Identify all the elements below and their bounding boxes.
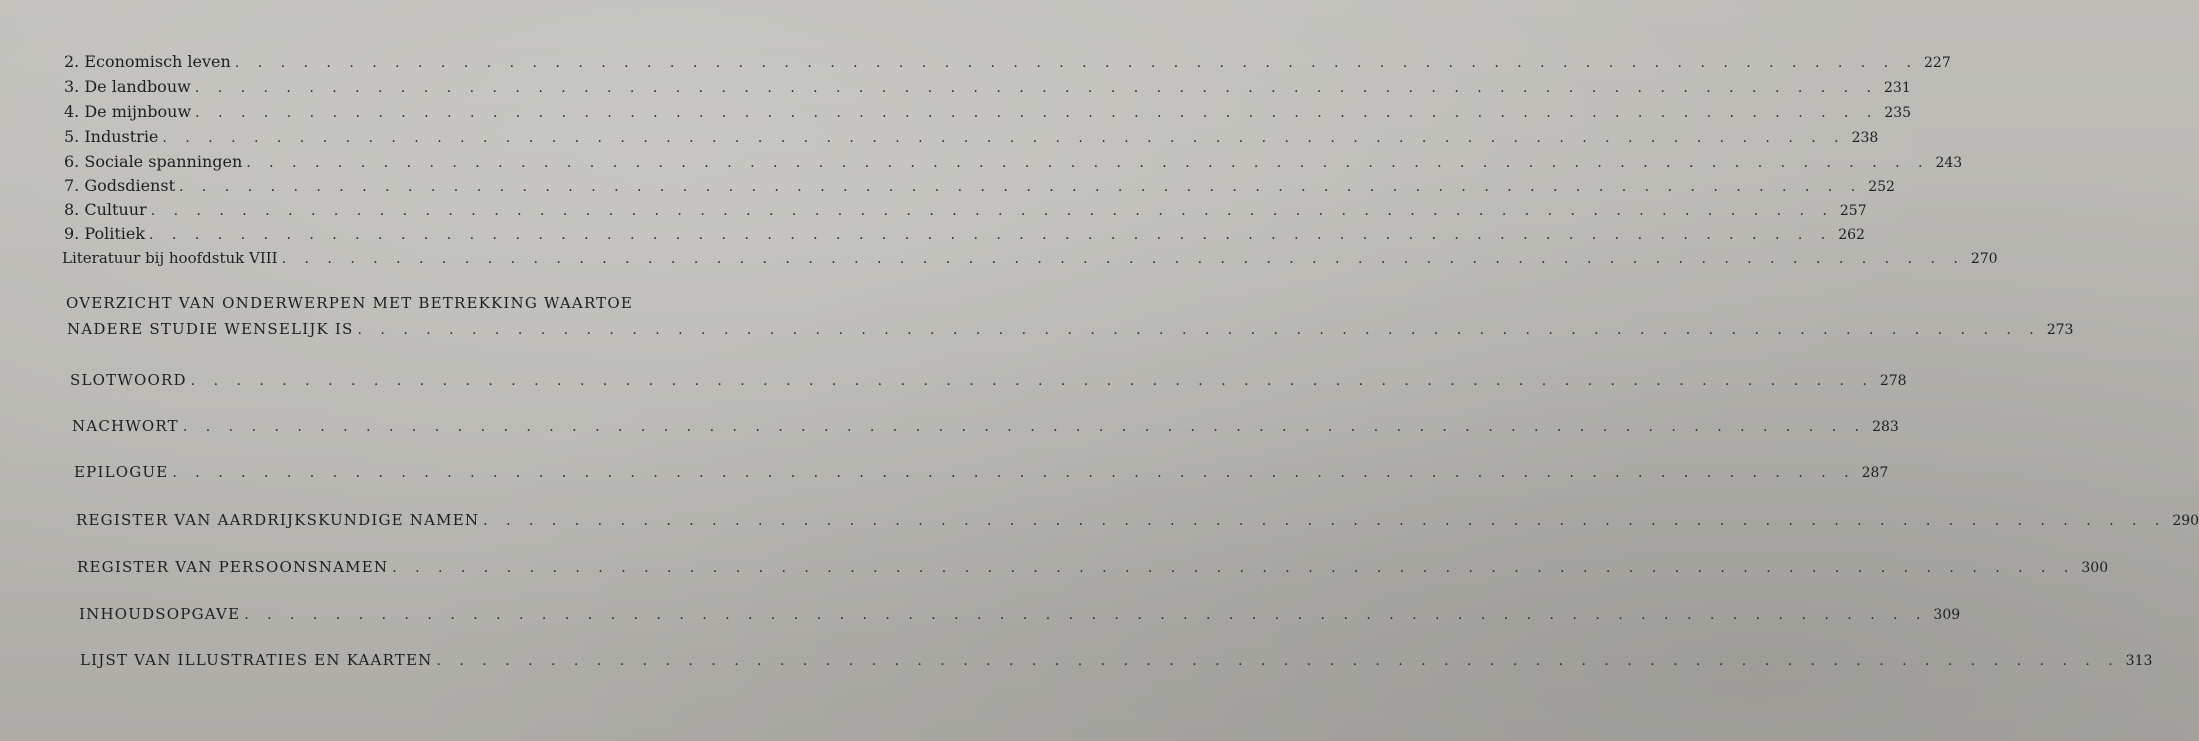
dot-leader: . . . . . . . . . . . . . . . . . . . . . . . . . . . . . . . . . . . . . . . . . . . . . . . . . . . . . . . . . . . . . . . . . . . . . . . . . . xyxy=(436,653,2120,669)
dot-leader: . . . . . . . . . . . . . . . . . . . . . . . . . . . . . . . . . . . . . . . . . . . . . . . . . . . . . . . . . . . . . . . . . . . . . . . . . . xyxy=(392,560,2076,576)
dot-leader: . . . . . . . . . . . . . . . . . . . . . . . . . . . . . . . . . . . . . . . . . . . . . . . . . . . . . . . . . . . . . . . . . . . . . . . . . . xyxy=(194,80,1878,96)
toc-page-number: 313 xyxy=(2125,653,2153,669)
toc-page-number: 270 xyxy=(1970,251,1998,267)
toc-entry-label: 8. Cultuur xyxy=(64,200,147,219)
toc-entry-de-mijnbouw xyxy=(64,102,1912,123)
toc-entry-label: 6. Sociale spanningen xyxy=(64,152,243,171)
dot-leader: . . . . . . . . . . . . . . . . . . . . . . . . . . . . . . . . . . . . . . . . . . . . . . . . . . . . . . . . . . . . . . . . . . . . . . . . . . xyxy=(195,105,1879,121)
toc-entry-overzicht xyxy=(67,319,2074,340)
dot-leader: . . . . . . . . . . . . . . . . . . . . . . . . . . . . . . . . . . . . . . . . . . . . . . . . . . . . . . . . . . . . . . . . . . . . . . . . . . xyxy=(246,155,1930,171)
toc-page-number: 257 xyxy=(1839,203,1867,219)
toc-page-number: 309 xyxy=(1933,607,1961,623)
toc-entry-label: Literatuur bij hoofdstuk VIII xyxy=(62,249,278,267)
toc-page-number: 262 xyxy=(1838,227,1865,243)
dot-leader: . . . . . . . . . . . . . . . . . . . . . . . . . . . . . . . . . . . . . . . . . . . . . . . . . . . . . . . . . . . . . . . . . . . . . . . . . . xyxy=(149,227,1833,243)
toc-entry-label: SLOTWOORD xyxy=(70,371,187,389)
toc-entry-politiek xyxy=(64,224,1865,245)
toc-entry-register-aardrijkskundige-namen xyxy=(76,510,2199,531)
toc-entry-label: 2. Economisch leven xyxy=(64,52,231,71)
toc-entry-lijst-illustraties-kaarten xyxy=(80,650,2153,671)
toc-entry-label: INHOUDSOPGAVE xyxy=(79,605,241,623)
toc-page-number: 278 xyxy=(1879,373,1907,389)
toc-entry-nachwort xyxy=(72,416,1899,437)
toc-entry-label: REGISTER VAN PERSOONSNAMEN xyxy=(77,558,389,576)
toc-entry-register-persoonsnamen xyxy=(77,557,2109,578)
toc-page-number: 238 xyxy=(1851,130,1879,146)
toc-entry-label: NACHWORT xyxy=(72,417,179,435)
dot-leader: . . . . . . . . . . . . . . . . . . . . . . . . . . . . . . . . . . . . . . . . . . . . . . . . . . . . . . . . . . . . . . . . . . . . . . . . . . xyxy=(234,55,1918,71)
dot-leader: . . . . . . . . . . . . . . . . . . . . . . . . . . . . . . . . . . . . . . . . . . . . . . . . . . . . . . . . . . . . . . . . . . . . . . . . . . xyxy=(190,373,1874,389)
toc-entry-epilogue xyxy=(74,462,1889,483)
dot-leader: . . . . . . . . . . . . . . . . . . . . . . . . . . . . . . . . . . . . . . . . . . . . . . . . . . . . . . . . . . . . . . . . . . . . . . . . . . xyxy=(182,419,1867,435)
toc-entry-label: EPILOGUE xyxy=(74,463,169,481)
toc-entry-label: 7. Godsdienst xyxy=(64,176,175,195)
toc-page-number: 273 xyxy=(2046,322,2074,338)
toc-entry-label: REGISTER VAN AARDRIJKSKUNDIGE NAMEN xyxy=(76,511,480,529)
toc-entry-overzicht-line1: OVERZICHT VAN ONDERWERPEN MET BETREKKING WAARTOE xyxy=(66,294,634,312)
dot-leader: . . . . . . . . . . . . . . . . . . . . . . . . . . . . . . . . . . . . . . . . . . . . . . . . . . . . . . . . . . . . . . . . . . . . . . . . . . xyxy=(244,607,1928,623)
toc-entry-inhoudsopgave xyxy=(79,604,1961,625)
toc-entry-literatuur xyxy=(62,248,1998,269)
dot-leader: . . . . . . . . . . . . . . . . . . . . . . . . . . . . . . . . . . . . . . . . . . . . . . . . . . . . . . . . . . . . . . . . . . . . . . . . . . xyxy=(281,251,1965,267)
toc-entry-label: 9. Politiek xyxy=(64,224,146,243)
toc-entry-label: LIJST VAN ILLUSTRATIES EN KAARTEN xyxy=(80,651,433,669)
toc-page-number: 290 xyxy=(2172,513,2199,529)
toc-entry-slotwoord xyxy=(70,370,1907,391)
toc-page-number: 227 xyxy=(1924,55,1951,71)
toc-page-number: 231 xyxy=(1884,80,1911,96)
dot-leader: . . . . . . . . . . . . . . . . . . . . . . . . . . . . . . . . . . . . . . . . . . . . . . . . . . . . . . . . . . . . . . . . . . . . . . . . . . xyxy=(172,465,1856,481)
toc-page-number: 243 xyxy=(1935,155,1963,171)
toc-page-number: 287 xyxy=(1861,465,1889,481)
dot-leader: . . . . . . . . . . . . . . . . . . . . . . . . . . . . . . . . . . . . . . . . . . . . . . . . . . . . . . . . . . . . . . . . . . . . . . . . . . xyxy=(179,179,1863,195)
toc-entry-de-landbouw xyxy=(64,77,1911,98)
toc-page-number: 235 xyxy=(1884,105,1912,121)
toc-entry-sociale-spanningen xyxy=(64,152,1963,173)
toc-entry-label: 4. De mijnbouw xyxy=(64,102,192,121)
toc-entry-godsdienst xyxy=(64,176,1895,197)
toc-entry-industrie xyxy=(64,127,1879,148)
toc-entry-label: NADERE STUDIE WENSELIJK IS xyxy=(67,320,354,338)
toc-entry-economisch-leven xyxy=(64,52,1951,73)
toc-page-number: 252 xyxy=(1868,179,1895,195)
toc-entry-cultuur xyxy=(64,200,1867,221)
dot-leader: . . . . . . . . . . . . . . . . . . . . . . . . . . . . . . . . . . . . . . . . . . . . . . . . . . . . . . . . . . . . . . . . . . . . . . . . . . xyxy=(150,203,1834,219)
dot-leader: . . . . . . . . . . . . . . . . . . . . . . . . . . . . . . . . . . . . . . . . . . . . . . . . . . . . . . . . . . . . . . . . . . . . . . . . . . xyxy=(483,513,2167,529)
toc-entry-label: 5. Industrie xyxy=(64,127,159,146)
dot-leader: . . . . . . . . . . . . . . . . . . . . . . . . . . . . . . . . . . . . . . . . . . . . . . . . . . . . . . . . . . . . . . . . . . . . . . . . . . xyxy=(357,322,2041,338)
toc-entry-label: 3. De landbouw xyxy=(64,77,191,96)
dot-leader: . . . . . . . . . . . . . . . . . . . . . . . . . . . . . . . . . . . . . . . . . . . . . . . . . . . . . . . . . . . . . . . . . . . . . . . . . . xyxy=(162,130,1846,146)
toc-page-number: 283 xyxy=(1872,419,1899,435)
toc-page-number: 300 xyxy=(2081,560,2109,576)
